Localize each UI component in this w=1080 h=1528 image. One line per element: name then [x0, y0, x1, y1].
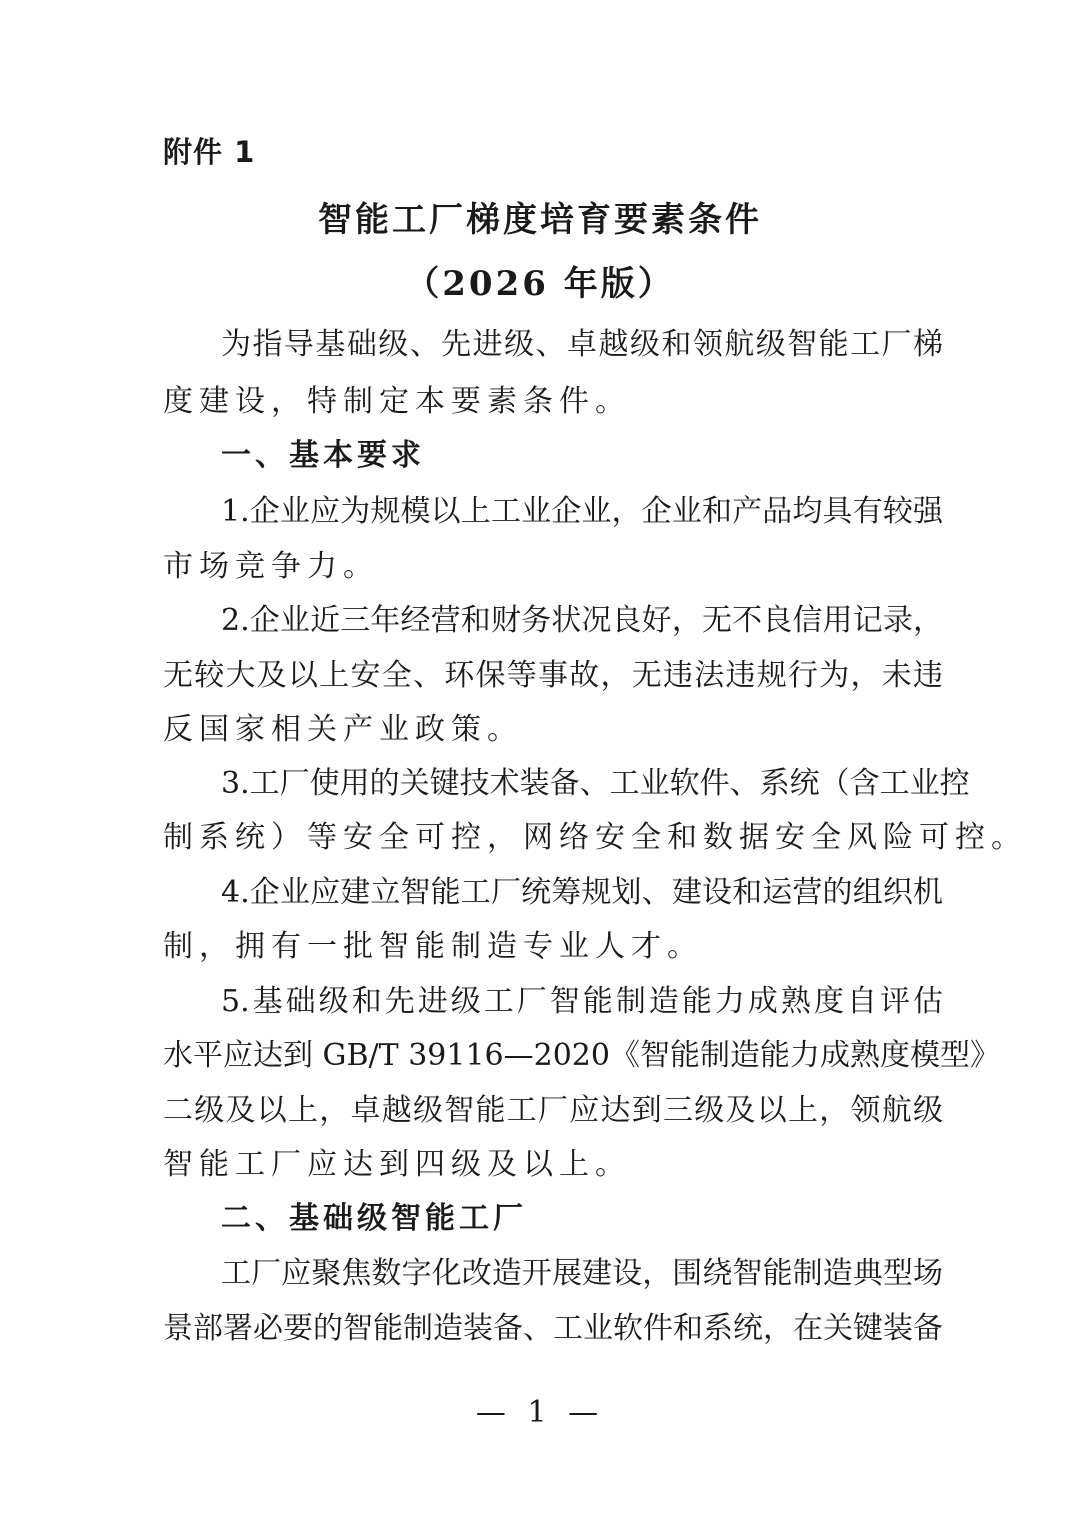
- item-2-line-3: 反国家相关产业政策。: [163, 712, 523, 747]
- intro-line-1: 为指导基础级、先进级、卓越级和领航级智能工厂梯: [221, 327, 943, 362]
- item-1-line-1: 1.企业应为规模以上工业企业，企业和产品均具有较强: [221, 494, 943, 529]
- section-heading-basic-requirements: 一、基本要求: [221, 438, 425, 473]
- intro-line-2: 度建设，特制定本要素条件。: [163, 384, 631, 419]
- item-3-line-2: 制系统）等安全可控，网络安全和数据安全风险可控。: [163, 820, 1027, 855]
- item-5-line-3: 二级及以上，卓越级智能工厂应达到三级及以上，领航级: [163, 1093, 943, 1128]
- section2-line-1: 工厂应聚焦数字化改造开展建设，围绕智能制造典型场: [221, 1256, 943, 1291]
- item-1-line-2: 市场竞争力。: [163, 549, 379, 584]
- document-title: 智能工厂梯度培育要素条件: [318, 200, 762, 240]
- item-4-line-2: 制，拥有一批智能制造专业人才。: [163, 929, 703, 964]
- attachment-label: 附件 1: [163, 135, 256, 169]
- section2-line-2: 景部署必要的智能制造装备、工业软件和系统，在关键装备: [163, 1311, 943, 1346]
- item-4-line-1: 4.企业应建立智能工厂统筹规划、建设和运营的组织机: [221, 875, 943, 910]
- item-5-line-2: 水平应达到 GB/T 39116—2020《智能制造能力成熟度模型》: [163, 1038, 1000, 1073]
- item-5-line-4: 智能工厂应达到四级及以上。: [163, 1147, 631, 1182]
- document-subtitle: （2026 年版）: [405, 264, 675, 304]
- item-2-line-2: 无较大及以上安全、环保等事故，无违法违规行为，未违: [163, 658, 943, 693]
- page-number: — 1 —: [475, 1395, 605, 1430]
- section-heading-basic-level-factory: 二、基础级智能工厂: [221, 1201, 527, 1236]
- item-5-line-1: 5.基础级和先进级工厂智能制造能力成熟度自评估: [221, 984, 943, 1019]
- item-3-line-1: 3.工厂使用的关键技术装备、工业软件、系统（含工业控: [221, 766, 970, 801]
- item-2-line-1: 2.企业近三年经营和财务状况良好，无不良信用记录，: [221, 603, 943, 638]
